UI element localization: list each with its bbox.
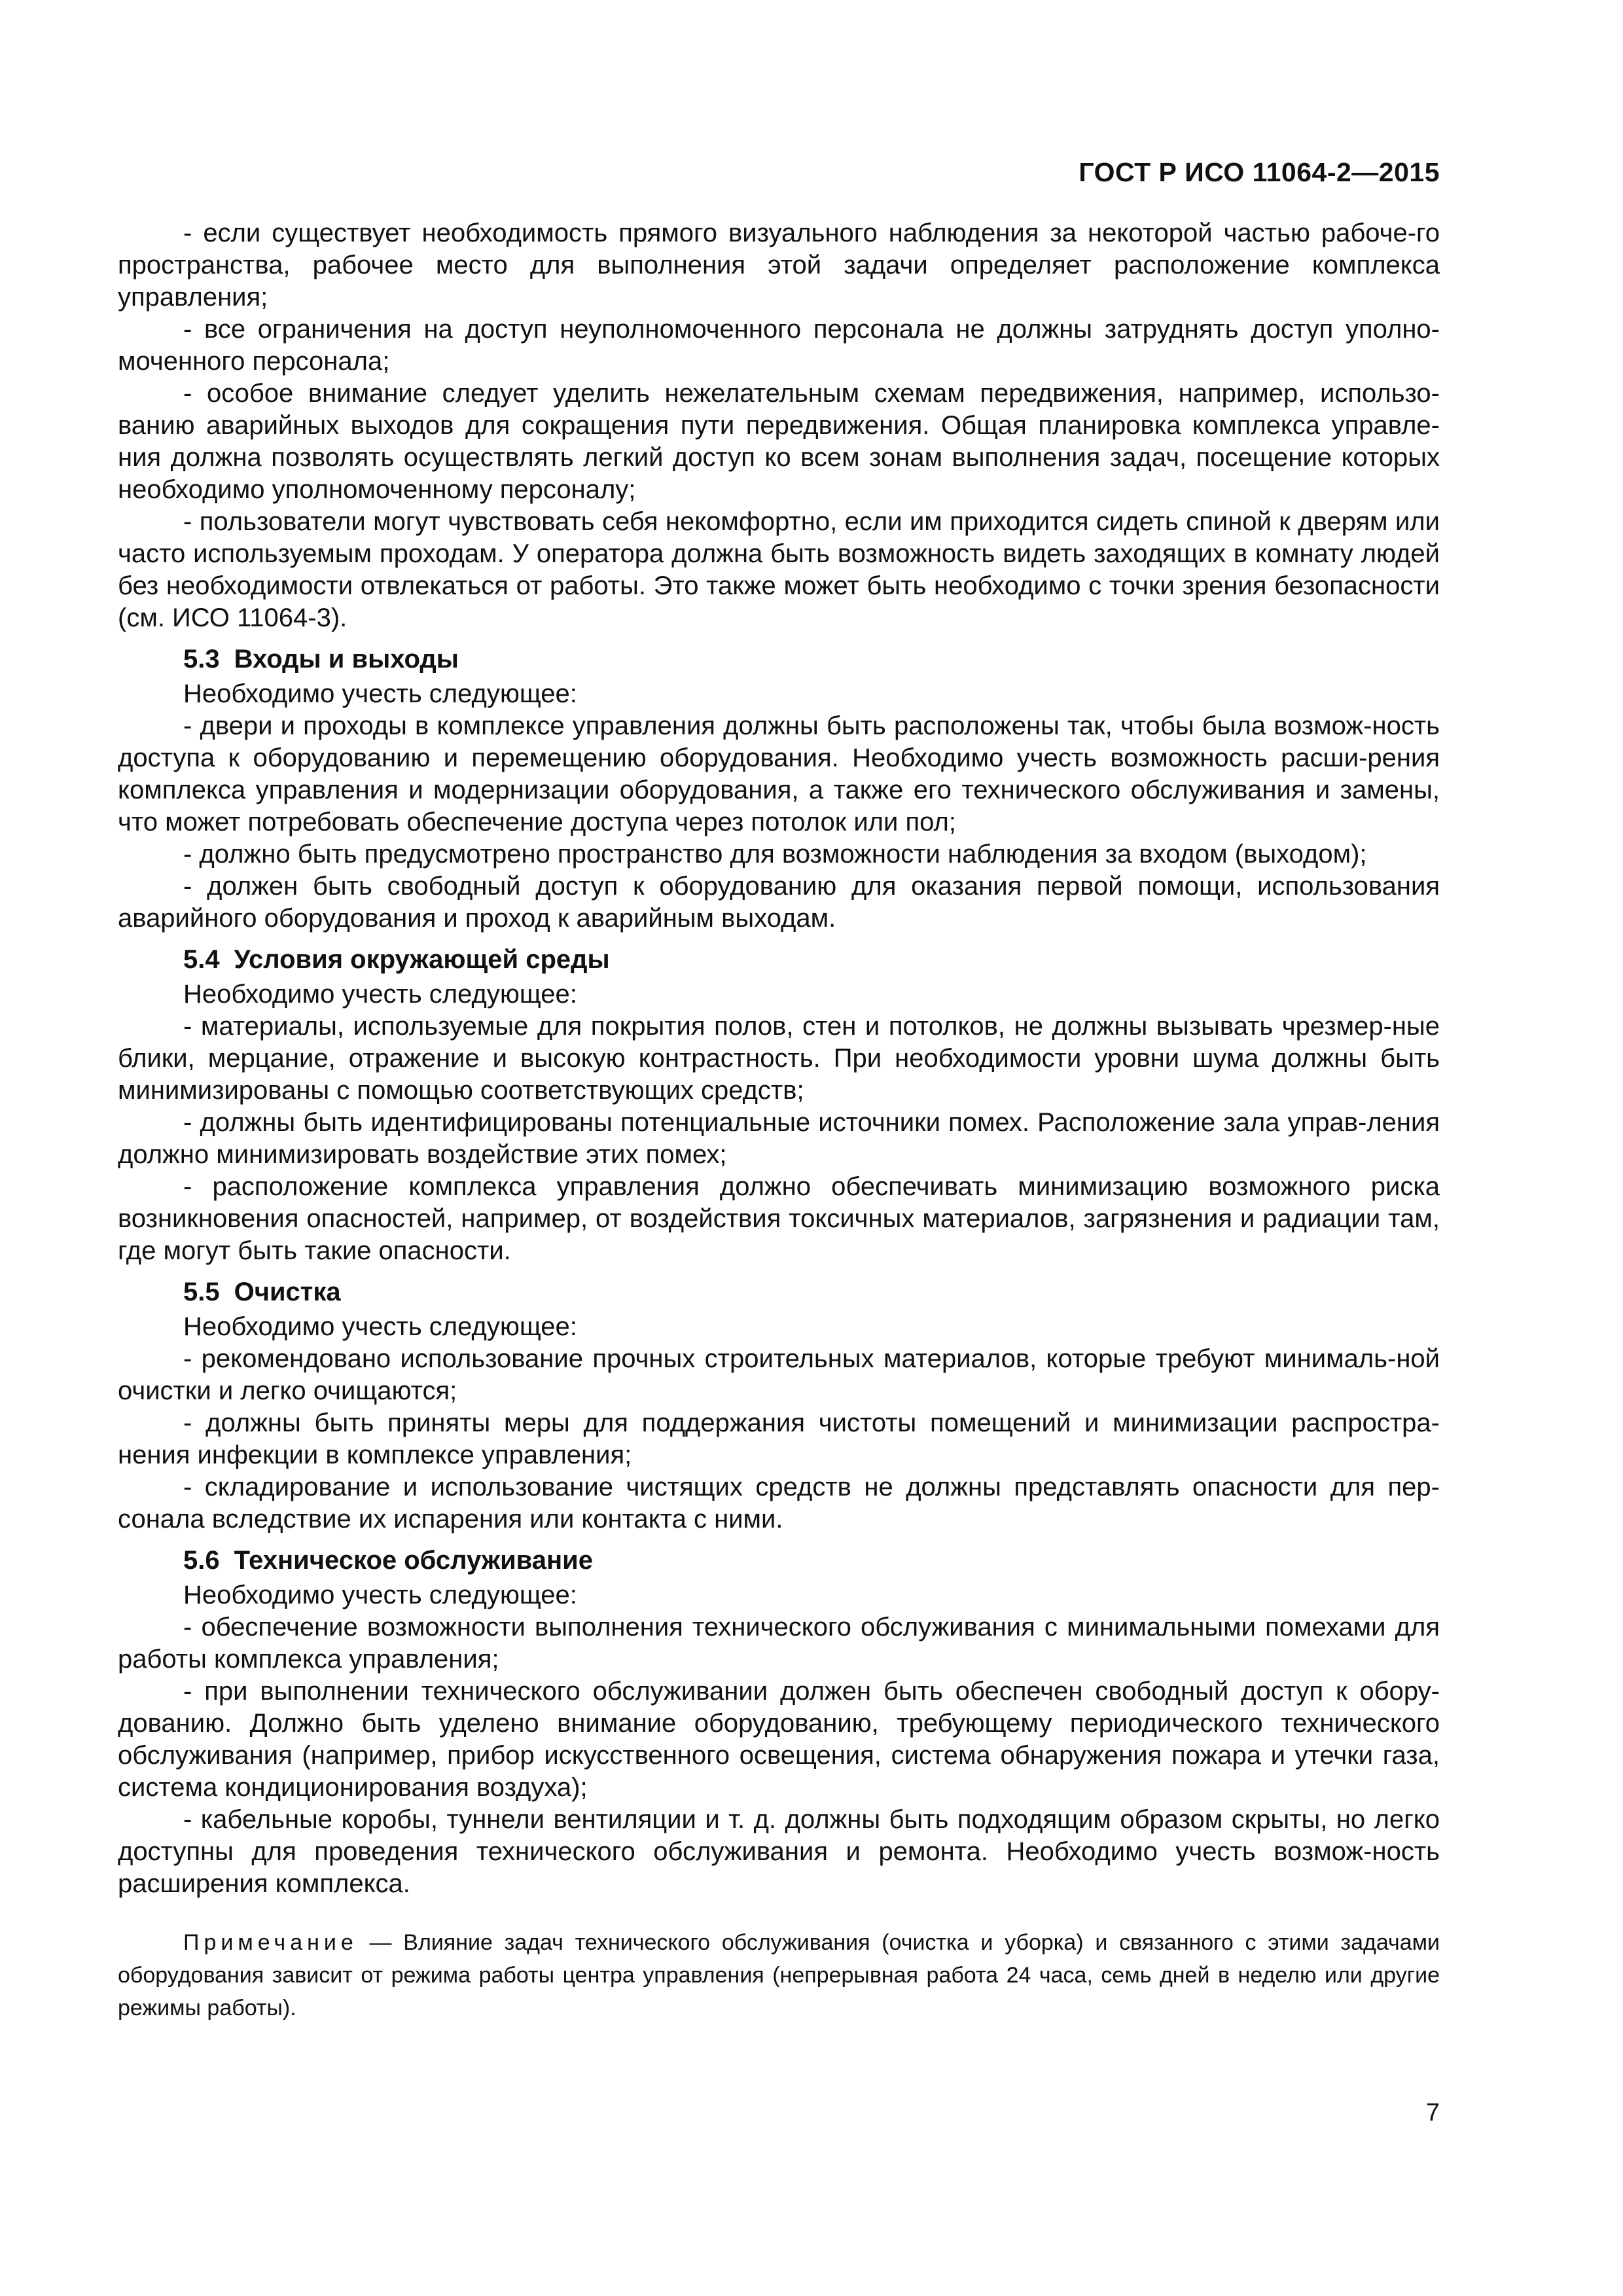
section-paragraph: Необходимо учесть следующее:	[183, 679, 577, 708]
intro-paragraph: - пользователи могут чувствовать себя некомфортно, если им приходится сидеть спиной к дверям или часто используемым проходам. У оператора должна быть возможность видеть заходящих в комнату людей без необходимости отвлекаться от работы. Это также может быть необходимо с точки зрения безопасности (см. ИСО 11064-3).	[118, 507, 1440, 632]
section-paragraph: - должны быть идентифицированы потенциальные источники помех. Расположение зала управ-ления должно минимизировать воздействие этих помех;	[118, 1108, 1440, 1169]
section-paragraph: - при выполнении технического обслуживании должен быть обеспечен свободный доступ к обору-дованию. Должно быть уделено внимание оборудованию, требующему периодического технического обслуживания (например, прибор искусственного освещения, система обнаружения пожара и утечки газа, система кондиционирования воздуха);	[118, 1677, 1440, 1802]
section-paragraph: Необходимо учесть следующее:	[183, 980, 577, 1009]
document-page	[118, 0, 1440, 2296]
section-paragraph: - рекомендовано использование прочных строительных материалов, которые требуют минималь-ной очистки и легко очищаются;	[118, 1344, 1440, 1405]
section-heading-5-5	[118, 1276, 1440, 1308]
section-paragraph: - должен быть свободный доступ к оборудованию для оказания первой помощи, использования аварийного оборудования и проход к аварийным выходам.	[118, 872, 1440, 933]
section-heading-5-6	[118, 1545, 1440, 1577]
intro-paragraph: - все ограничения на доступ неуполномоченного персонала не должны затруднять доступ уполно-моченного персонала;	[118, 315, 1440, 376]
section-paragraph: Необходимо учесть следующее:	[183, 1581, 577, 1609]
section-paragraph: - двери и проходы в комплексе управления должны быть расположены так, чтобы была возмож-ность доступа к оборудованию и перемещению оборудования. Необходимо учесть возможность расши-рения комплекса управления и модернизации оборудования, а также его технического обслуживания и замены, что может потребовать обеспечение доступа через потолок или пол;	[118, 711, 1440, 836]
document-body	[118, 217, 1440, 2024]
section-title: Условия окружающей среды	[234, 945, 610, 974]
intro-paragraph: - если существует необходимость прямого визуального наблюдения за некоторой частью рабоче-го пространства, рабочее место для выполнения этой задачи определяет расположение комплекса управления;	[118, 219, 1440, 312]
section-title: Техническое обслуживание	[234, 1546, 593, 1575]
document-code: ГОСТ Р ИСО 11064-2—2015	[1079, 157, 1440, 187]
section-paragraph: - должно быть предусмотрено пространство для возможности наблюдения за входом (выходом);	[183, 840, 1367, 869]
section-paragraph: - обеспечение возможности выполнения технического обслуживания с минимальными помехами для работы комплекса управления;	[118, 1613, 1440, 1674]
section-paragraph: Необходимо учесть следующее:	[183, 1312, 577, 1341]
section-title: Очистка	[234, 1278, 341, 1306]
note-text: — Влияние задач технического обслуживания (очистка и уборка) и связанного с этими задачами оборудования зависит от режима работы центра управления (непрерывная работа 24 часа, семь дней в неделю или другие режимы работы).	[118, 1930, 1440, 2020]
section-paragraph: - материалы, используемые для покрытия полов, стен и потолков, не должны вызывать чрезмер-ные блики, мерцание, отражение и высокую контрастность. При необходимости уровни шума должны быть минимизированы с помощью соответствующих средств;	[118, 1012, 1440, 1105]
section-title: Входы и выходы	[234, 645, 459, 673]
section-paragraph: - кабельные коробы, туннели вентиляции и т. д. должны быть подходящим образом скрыты, но легко доступны для проведения технического обслуживания и ремонта. Необходимо учесть возмож-ность расширения комплекса.	[118, 1805, 1440, 1898]
intro-paragraph: - особое внимание следует уделить нежелательным схемам передвижения, например, использо-ванию аварийных выходов для сокращения пути передвижения. Общая планировка комплекса управле-ния должна позволять осуществлять легкий доступ ко всем зонам выполнения задач, посещение которых необходимо уполномоченному персоналу;	[118, 379, 1440, 504]
section-paragraph: - складирование и использование чистящих средств не должны представлять опасности для пер-сонала вследствие их испарения или контакта с ними.	[118, 1473, 1440, 1534]
section-paragraph: - расположение комплекса управления должно обеспечивать минимизацию возможного риска возникновения опасностей, например, от воздействия токсичных материалов, загрязнения и радиации там, где могут быть такие опасности.	[118, 1172, 1440, 1265]
section-heading-5-4	[118, 944, 1440, 976]
section-number: 5.5	[183, 1278, 220, 1306]
section-number: 5.6	[183, 1546, 220, 1575]
section-number: 5.4	[183, 945, 220, 974]
section-paragraph: - должны быть приняты меры для поддержания чистоты помещений и минимизации распростра-нения инфекции в комплексе управления;	[118, 1408, 1440, 1469]
note-label: Примечание	[183, 1930, 358, 1955]
section-number: 5.3	[183, 645, 220, 673]
section-heading-5-3	[118, 643, 1440, 675]
note	[118, 1926, 1440, 2024]
page-number: 7	[1425, 2099, 1440, 2126]
